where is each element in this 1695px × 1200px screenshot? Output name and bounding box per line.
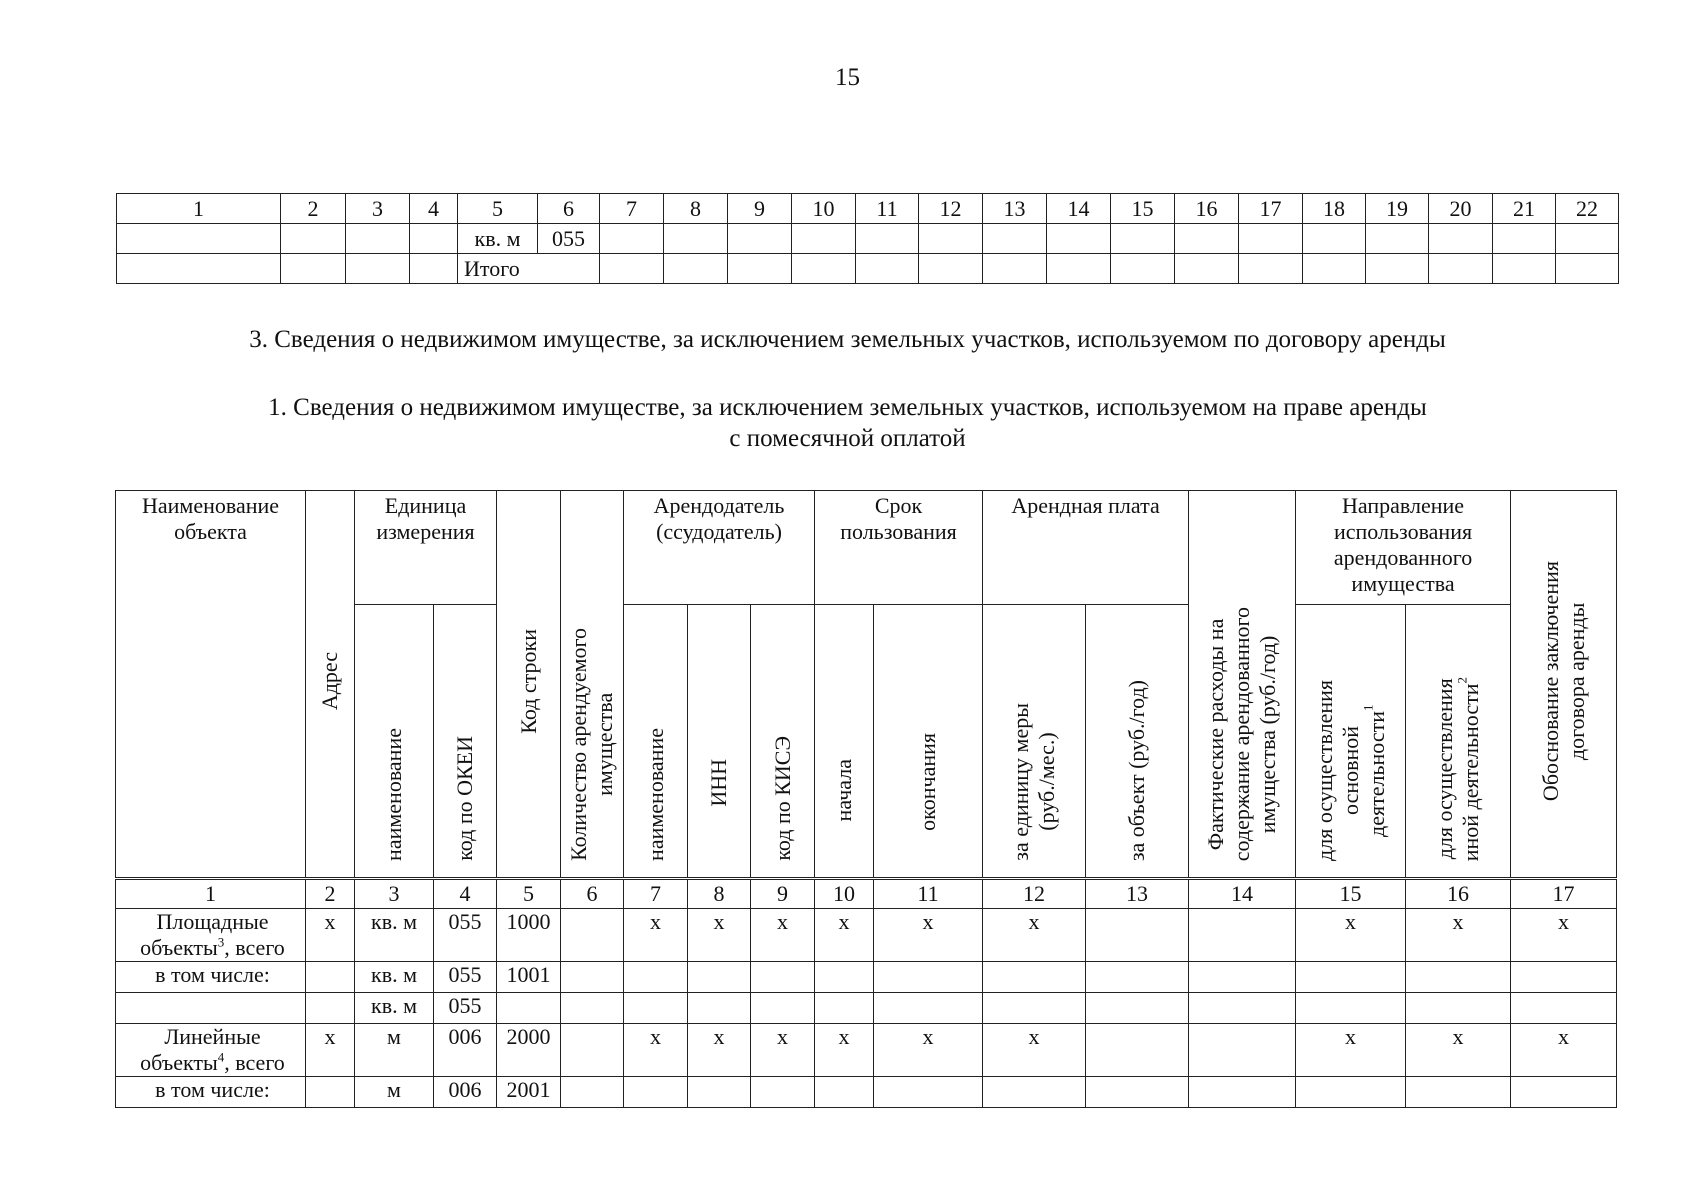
column-number-cell: 11 (874, 879, 983, 909)
subsection-1-title (0, 392, 1695, 454)
table-cell (561, 993, 624, 1024)
table-cell (561, 962, 624, 993)
table-cell (1189, 909, 1296, 962)
total-label: Итого (458, 254, 600, 284)
header-lessor-group: Арендодатель (ссудодатель) (624, 491, 815, 605)
column-number-cell: 18 (1303, 194, 1366, 224)
table-cell: х (983, 909, 1086, 962)
column-number-cell: 20 (1429, 194, 1493, 224)
column-number-cell: 17 (1511, 879, 1617, 909)
table-cell: х (983, 1024, 1086, 1077)
column-number-cell: 11 (856, 194, 919, 224)
column-number-cell: 17 (1239, 194, 1303, 224)
column-number-cell: 6 (561, 879, 624, 909)
header-row-code (497, 491, 561, 879)
table-cell (1406, 962, 1511, 993)
table-cell (1189, 962, 1296, 993)
rented-property-table (115, 490, 1617, 1108)
table-cell: х (1406, 1024, 1511, 1077)
table-cell: х (306, 1024, 355, 1077)
column-number-cell: 8 (664, 194, 728, 224)
table-cell (1406, 1077, 1511, 1108)
table-cell (751, 962, 815, 993)
table-cell: 1000 (497, 909, 561, 962)
table-cell (1189, 1077, 1296, 1108)
column-number-row (117, 194, 1619, 224)
row-name-cell (116, 993, 306, 1024)
header-lessor-inn: ИНН (688, 605, 751, 879)
table-cell: х (1511, 1024, 1617, 1077)
table-cell (688, 962, 751, 993)
table-row (116, 1024, 1617, 1077)
header-term-end: окончания (874, 605, 983, 879)
table-cell (1406, 993, 1511, 1024)
header-rent-per-unit: за единицу меры (руб./мес.) (983, 605, 1086, 879)
header-rent-group: Арендная плата (983, 491, 1189, 605)
table-cell: 006 (434, 1024, 497, 1077)
subsection-1-title-line1: 1. Сведения о недвижимом имуществе, за исключением земельных участков, используемом на праве аренды (268, 394, 1427, 421)
table-cell: 2001 (497, 1077, 561, 1108)
header-quantity-text: Количество арендуемого имущества (566, 628, 618, 861)
total-row (117, 254, 1619, 284)
column-number-cell: 5 (458, 194, 538, 224)
table-cell (1086, 1024, 1189, 1077)
column-number-cell: 8 (688, 879, 751, 909)
table-cell (306, 993, 355, 1024)
table-cell: 055 (434, 993, 497, 1024)
table-cell: х (624, 909, 688, 962)
table-cell (983, 1077, 1086, 1108)
unit-row (117, 224, 1619, 254)
table-cell: х (1406, 909, 1511, 962)
row-name-cell: Линейные объекты$^4$, всего (116, 1024, 306, 1077)
table-cell: кв. м (355, 909, 434, 962)
column-number-cell: 12 (919, 194, 983, 224)
header-unit-name: наименование (355, 605, 434, 879)
table-cell (624, 1077, 688, 1108)
table-cell: 1001 (497, 962, 561, 993)
table-cell: х (306, 909, 355, 962)
header-usage-group: Направление использования арендованного имущества (1296, 491, 1511, 605)
column-number-cell: 1 (117, 194, 281, 224)
table-cell (1086, 909, 1189, 962)
table-cell: кв. м (355, 993, 434, 1024)
header-row-code-text: Код строки (515, 628, 541, 734)
column-number-cell: 3 (346, 194, 410, 224)
table-cell (1511, 1077, 1617, 1108)
table-cell: х (874, 909, 983, 962)
table-cell: кв. м (355, 962, 434, 993)
row-name-cell: в том числе: (116, 1077, 306, 1108)
column-number-cell: 13 (983, 194, 1047, 224)
column-number-cell: 9 (728, 194, 792, 224)
header-usage-other: для осуществления иной деятельности$^2$ (1406, 605, 1511, 879)
table-cell (815, 993, 874, 1024)
table-cell: х (688, 909, 751, 962)
table-cell (983, 993, 1086, 1024)
header-object-name: Наименование объекта (116, 491, 306, 879)
column-number-cell: 12 (983, 879, 1086, 909)
column-number-cell: 5 (497, 879, 561, 909)
table-cell (306, 962, 355, 993)
okei-cell: 055 (538, 224, 600, 254)
table-cell: х (1511, 909, 1617, 962)
column-number-row (116, 879, 1617, 909)
table-cell (1086, 962, 1189, 993)
column-number-cell: 7 (600, 194, 664, 224)
header-basis (1511, 491, 1617, 879)
table-cell (624, 962, 688, 993)
header-actual-costs (1189, 491, 1296, 879)
table-cell (1296, 1077, 1406, 1108)
column-number-cell: 13 (1086, 879, 1189, 909)
page-number: 15 (835, 64, 860, 91)
column-number-cell: 2 (281, 194, 346, 224)
header-actual-costs-text: Фактические расходы на содержание арендованного имущества (руб./год) (1203, 606, 1281, 861)
table-cell (751, 993, 815, 1024)
table-cell (306, 1077, 355, 1108)
table-row (116, 909, 1617, 962)
table-cell: м (355, 1077, 434, 1108)
column-number-cell: 15 (1296, 879, 1406, 909)
table-cell (874, 1077, 983, 1108)
column-number-cell: 21 (1493, 194, 1556, 224)
table-cell: х (688, 1024, 751, 1077)
table-cell: 006 (434, 1077, 497, 1108)
column-number-cell: 9 (751, 879, 815, 909)
table-cell (1296, 993, 1406, 1024)
column-number-cell: 7 (624, 879, 688, 909)
column-number-cell: 4 (410, 194, 458, 224)
unit-cell: кв. м (458, 224, 538, 254)
header-basis-text: Обоснование заключения договора аренды (1537, 560, 1589, 802)
column-number-cell: 22 (1556, 194, 1619, 224)
table-cell: х (815, 909, 874, 962)
table-cell (1189, 993, 1296, 1024)
subsection-1-title-line2: с помесячной оплатой (729, 425, 966, 452)
table-cell (688, 993, 751, 1024)
column-number-cell: 3 (355, 879, 434, 909)
header-unit-group: Единица измерения (355, 491, 497, 605)
continuation-table (116, 193, 1619, 284)
table-cell (1189, 1024, 1296, 1077)
table-cell (561, 1077, 624, 1108)
table-cell: х (1296, 1024, 1406, 1077)
column-number-cell: 10 (815, 879, 874, 909)
table-cell (561, 1024, 624, 1077)
header-address (306, 491, 355, 879)
header-unit-okei: код по ОКЕИ (434, 605, 497, 879)
table-cell (1511, 993, 1617, 1024)
table-cell (497, 993, 561, 1024)
table-cell: м (355, 1024, 434, 1077)
column-number-cell: 15 (1111, 194, 1175, 224)
table-cell (983, 962, 1086, 993)
table-cell: 055 (434, 962, 497, 993)
table-cell (815, 962, 874, 993)
header-term-group: Срок пользования (815, 491, 983, 605)
table-cell: х (751, 1024, 815, 1077)
table-cell: 2000 (497, 1024, 561, 1077)
row-name-cell: Площадные объекты$^3$, всего (116, 909, 306, 962)
table-cell (874, 993, 983, 1024)
table-cell: х (815, 1024, 874, 1077)
table-row (116, 1077, 1617, 1108)
column-number-cell: 10 (792, 194, 856, 224)
header-row-1 (116, 491, 1617, 605)
column-number-cell: 14 (1189, 879, 1296, 909)
header-quantity (561, 491, 624, 879)
table-cell (815, 1077, 874, 1108)
table-row (116, 962, 1617, 993)
table-row (116, 993, 1617, 1024)
table-cell (1296, 962, 1406, 993)
table-cell (874, 962, 983, 993)
column-number-cell: 1 (116, 879, 306, 909)
table-cell: х (751, 909, 815, 962)
table-cell (561, 909, 624, 962)
header-lessor-name: наименование (624, 605, 688, 879)
row-name-cell: в том числе: (116, 962, 306, 993)
table-cell: х (874, 1024, 983, 1077)
table-cell (1086, 993, 1189, 1024)
table-cell: х (624, 1024, 688, 1077)
table-cell (1086, 1077, 1189, 1108)
column-number-cell: 19 (1366, 194, 1429, 224)
table-cell (624, 993, 688, 1024)
header-lessor-kise: код по КИСЭ (751, 605, 815, 879)
table-cell: 055 (434, 909, 497, 962)
table-cell (751, 1077, 815, 1108)
table-cell (688, 1077, 751, 1108)
header-usage-main: для осуществления основной деятельности$^1$ (1296, 605, 1406, 879)
header-address-text: Адрес (317, 651, 342, 711)
column-number-cell: 4 (434, 879, 497, 909)
column-number-cell: 14 (1047, 194, 1111, 224)
section-3-title: 3. Сведения о недвижимом имуществе, за исключением земельных участков, используемом по договору аренды (249, 326, 1446, 353)
header-rent-per-object: за объект (руб./год) (1086, 605, 1189, 879)
column-number-cell: 16 (1406, 879, 1511, 909)
table-cell: х (1296, 909, 1406, 962)
table-cell (1511, 962, 1617, 993)
column-number-cell: 2 (306, 879, 355, 909)
header-term-start: начала (815, 605, 874, 879)
column-number-cell: 6 (538, 194, 600, 224)
column-number-cell: 16 (1175, 194, 1239, 224)
